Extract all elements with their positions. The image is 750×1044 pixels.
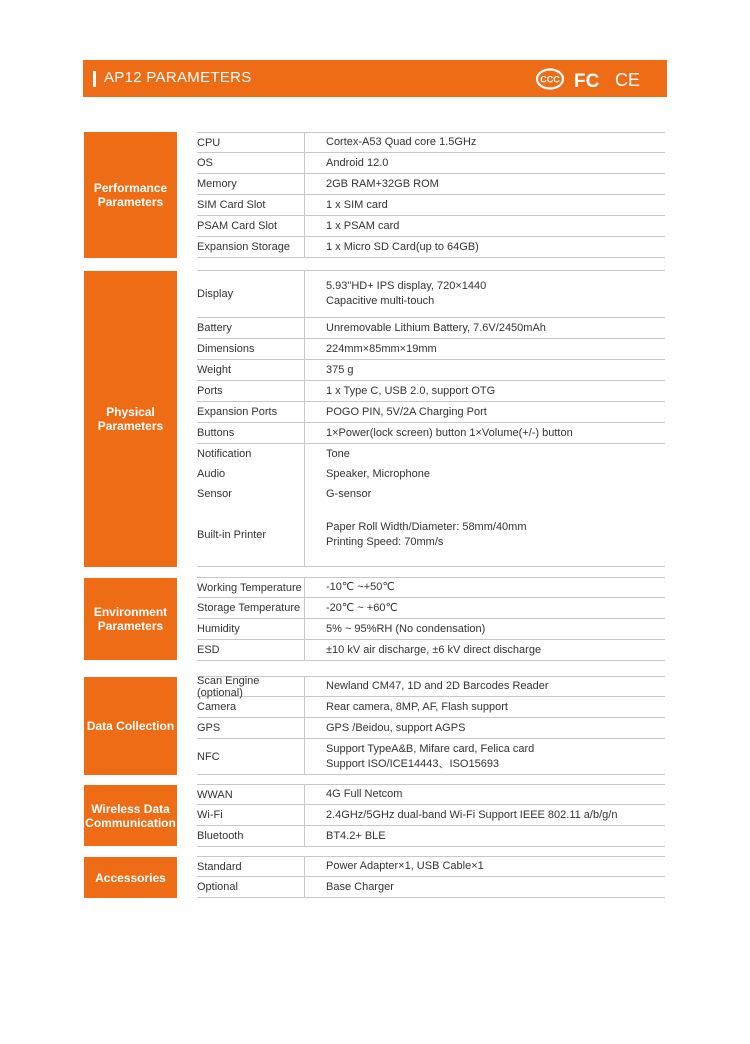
spec-value: Unremovable Lithium Battery, 7.6V/2450mAh	[326, 321, 546, 334]
section-label-environment: Environment Parameters	[84, 578, 177, 660]
spec-row-os	[197, 153, 665, 174]
page-title: AP12 PARAMETERS	[104, 69, 252, 86]
spec-row-printer	[197, 504, 665, 567]
spec-row-sim	[197, 195, 665, 216]
spec-value: 5.93"HD+ IPS display, 720×1440	[326, 280, 487, 292]
spec-row-display	[197, 270, 665, 318]
spec-row-ports	[197, 381, 665, 402]
spec-value: Cortex-A53 Quad core 1.5GHz	[326, 136, 477, 148]
fc-mark-text: FC	[574, 71, 600, 91]
spec-label: CPU	[197, 133, 305, 152]
header-banner	[83, 60, 667, 97]
spec-row-storage-temp	[197, 598, 665, 619]
spec-value: GPS /Beidou, support AGPS	[326, 721, 466, 734]
spec-label: PSAM Card Slot	[197, 216, 305, 236]
spec-value: Capacitive multi-touch	[326, 295, 435, 307]
spec-row-nfc	[197, 739, 665, 775]
spec-value: Support TypeA&B, Mifare card, Felica card	[326, 742, 535, 755]
spec-value: -20℃ ~ +60℃	[326, 601, 398, 614]
spec-label: Display	[197, 271, 305, 317]
spec-value: 1 x PSAM card	[326, 219, 400, 232]
spec-label: Audio	[197, 464, 305, 484]
spec-label: WWAN	[197, 785, 305, 804]
spec-label: GPS	[197, 718, 305, 738]
spec-label: Weight	[197, 360, 305, 380]
spec-value: Newland CM47, 1D and 2D Barcodes Reader	[326, 680, 549, 692]
spec-value: Android 12.0	[326, 156, 389, 169]
spec-row-battery	[197, 318, 665, 339]
spec-row-esd	[197, 640, 665, 661]
section-label-wireless: Wireless Data Communication	[84, 785, 177, 846]
spec-label: Scan Engine (optional)	[197, 677, 305, 696]
ce-mark-text: CE	[615, 70, 641, 90]
spec-value: -10℃ ~+50℃	[326, 581, 395, 593]
spec-value: Printing Speed: 70mm/s	[326, 536, 444, 548]
spec-value: 224mm×85mm×19mm	[326, 342, 437, 355]
spec-label: Working Temperature	[197, 578, 305, 597]
spec-value: 5% ~ 95%RH (No condensation)	[326, 622, 486, 635]
spec-label: Memory	[197, 174, 305, 194]
spec-label: Wi-Fi	[197, 805, 305, 825]
spec-value: Base Charger	[326, 880, 394, 893]
spec-row-sensor	[197, 484, 665, 504]
header-accent-bar	[93, 71, 96, 87]
spec-label: Expansion Storage	[197, 237, 305, 257]
spec-label: Storage Temperature	[197, 598, 305, 618]
spec-label: SIM Card Slot	[197, 195, 305, 215]
spec-row-dimensions	[197, 339, 665, 360]
spec-value: 1 x Type C, USB 2.0, support OTG	[326, 384, 496, 397]
spec-label: Built-in Printer	[197, 504, 305, 566]
spec-row-buttons	[197, 423, 665, 444]
spec-value: 1 x SIM card	[326, 198, 388, 211]
spec-label: Dimensions	[197, 339, 305, 359]
spec-value: 375 g	[326, 363, 354, 376]
spec-label: Buttons	[197, 423, 305, 443]
spec-row-camera	[197, 697, 665, 718]
spec-value: 1 x Micro SD Card(up to 64GB)	[326, 240, 479, 253]
spec-value: Rear camera, 8MP, AF, Flash support	[326, 700, 508, 713]
spec-row-scan-engine	[197, 676, 665, 697]
spec-row-weight	[197, 360, 665, 381]
ce-mark-icon	[613, 67, 643, 91]
section-label-accessories: Accessories	[84, 857, 177, 898]
spec-row-wwan	[197, 784, 665, 805]
spec-label: Notification	[197, 444, 305, 464]
spec-value: BT4.2+ BLE	[326, 829, 386, 842]
spec-label: Sensor	[197, 484, 305, 504]
spec-label: NFC	[197, 739, 305, 774]
spec-row-gps	[197, 718, 665, 739]
spec-row-wifi	[197, 805, 665, 826]
section-label-physical: Physical Parameters	[84, 271, 177, 567]
spec-value: G-sensor	[326, 487, 372, 500]
spec-row-expansion-storage	[197, 237, 665, 258]
spec-row-notification	[197, 444, 665, 464]
spec-label: Standard	[197, 857, 305, 876]
spec-value: POGO PIN, 5V/2A Charging Port	[326, 405, 487, 418]
spec-row-standard	[197, 856, 665, 877]
spec-row-bluetooth	[197, 826, 665, 847]
spec-value: 2GB RAM+32GB ROM	[326, 177, 439, 190]
ccc-mark-icon	[535, 67, 565, 91]
spec-row-cpu	[197, 132, 665, 153]
spec-label: Battery	[197, 318, 305, 338]
spec-value: Power Adapter×1, USB Cable×1	[326, 860, 484, 872]
spec-value: Tone	[326, 447, 350, 460]
spec-value: ±10 kV air discharge, ±6 kV direct discharge	[326, 643, 542, 656]
spec-row-optional	[197, 877, 665, 898]
spec-label: ESD	[197, 640, 305, 660]
spec-label: Optional	[197, 877, 305, 897]
spec-label: Bluetooth	[197, 826, 305, 846]
spec-row-expansion-ports	[197, 402, 665, 423]
section-label-data-collection: Data Collection	[84, 677, 177, 775]
spec-row-memory	[197, 174, 665, 195]
spec-row-psam	[197, 216, 665, 237]
section-label-performance: Performance Parameters	[84, 132, 177, 258]
spec-value: 4G Full Netcom	[326, 788, 403, 800]
spec-value: Speaker, Microphone	[326, 467, 430, 480]
spec-value: Paper Roll Width/Diameter: 58mm/40mm	[326, 521, 527, 533]
spec-value: Support ISO/ICE14443、ISO15693	[326, 757, 500, 770]
spec-label: Humidity	[197, 619, 305, 639]
spec-row-humidity	[197, 619, 665, 640]
ccc-mark-text: CCC	[540, 74, 560, 85]
spec-label: Camera	[197, 697, 305, 717]
spec-row-working-temp	[197, 577, 665, 598]
spec-label: OS	[197, 153, 305, 173]
spec-row-audio	[197, 464, 665, 484]
spec-value: 2.4GHz/5GHz dual-band Wi-Fi Support IEEE 802.11 a/b/g/n	[326, 808, 618, 821]
fc-mark-icon	[572, 67, 604, 91]
spec-value: 1×Power(lock screen) button 1×Volume(+/-) button	[326, 426, 573, 439]
spec-label: Ports	[197, 381, 305, 401]
spec-label: Expansion Ports	[197, 402, 305, 422]
